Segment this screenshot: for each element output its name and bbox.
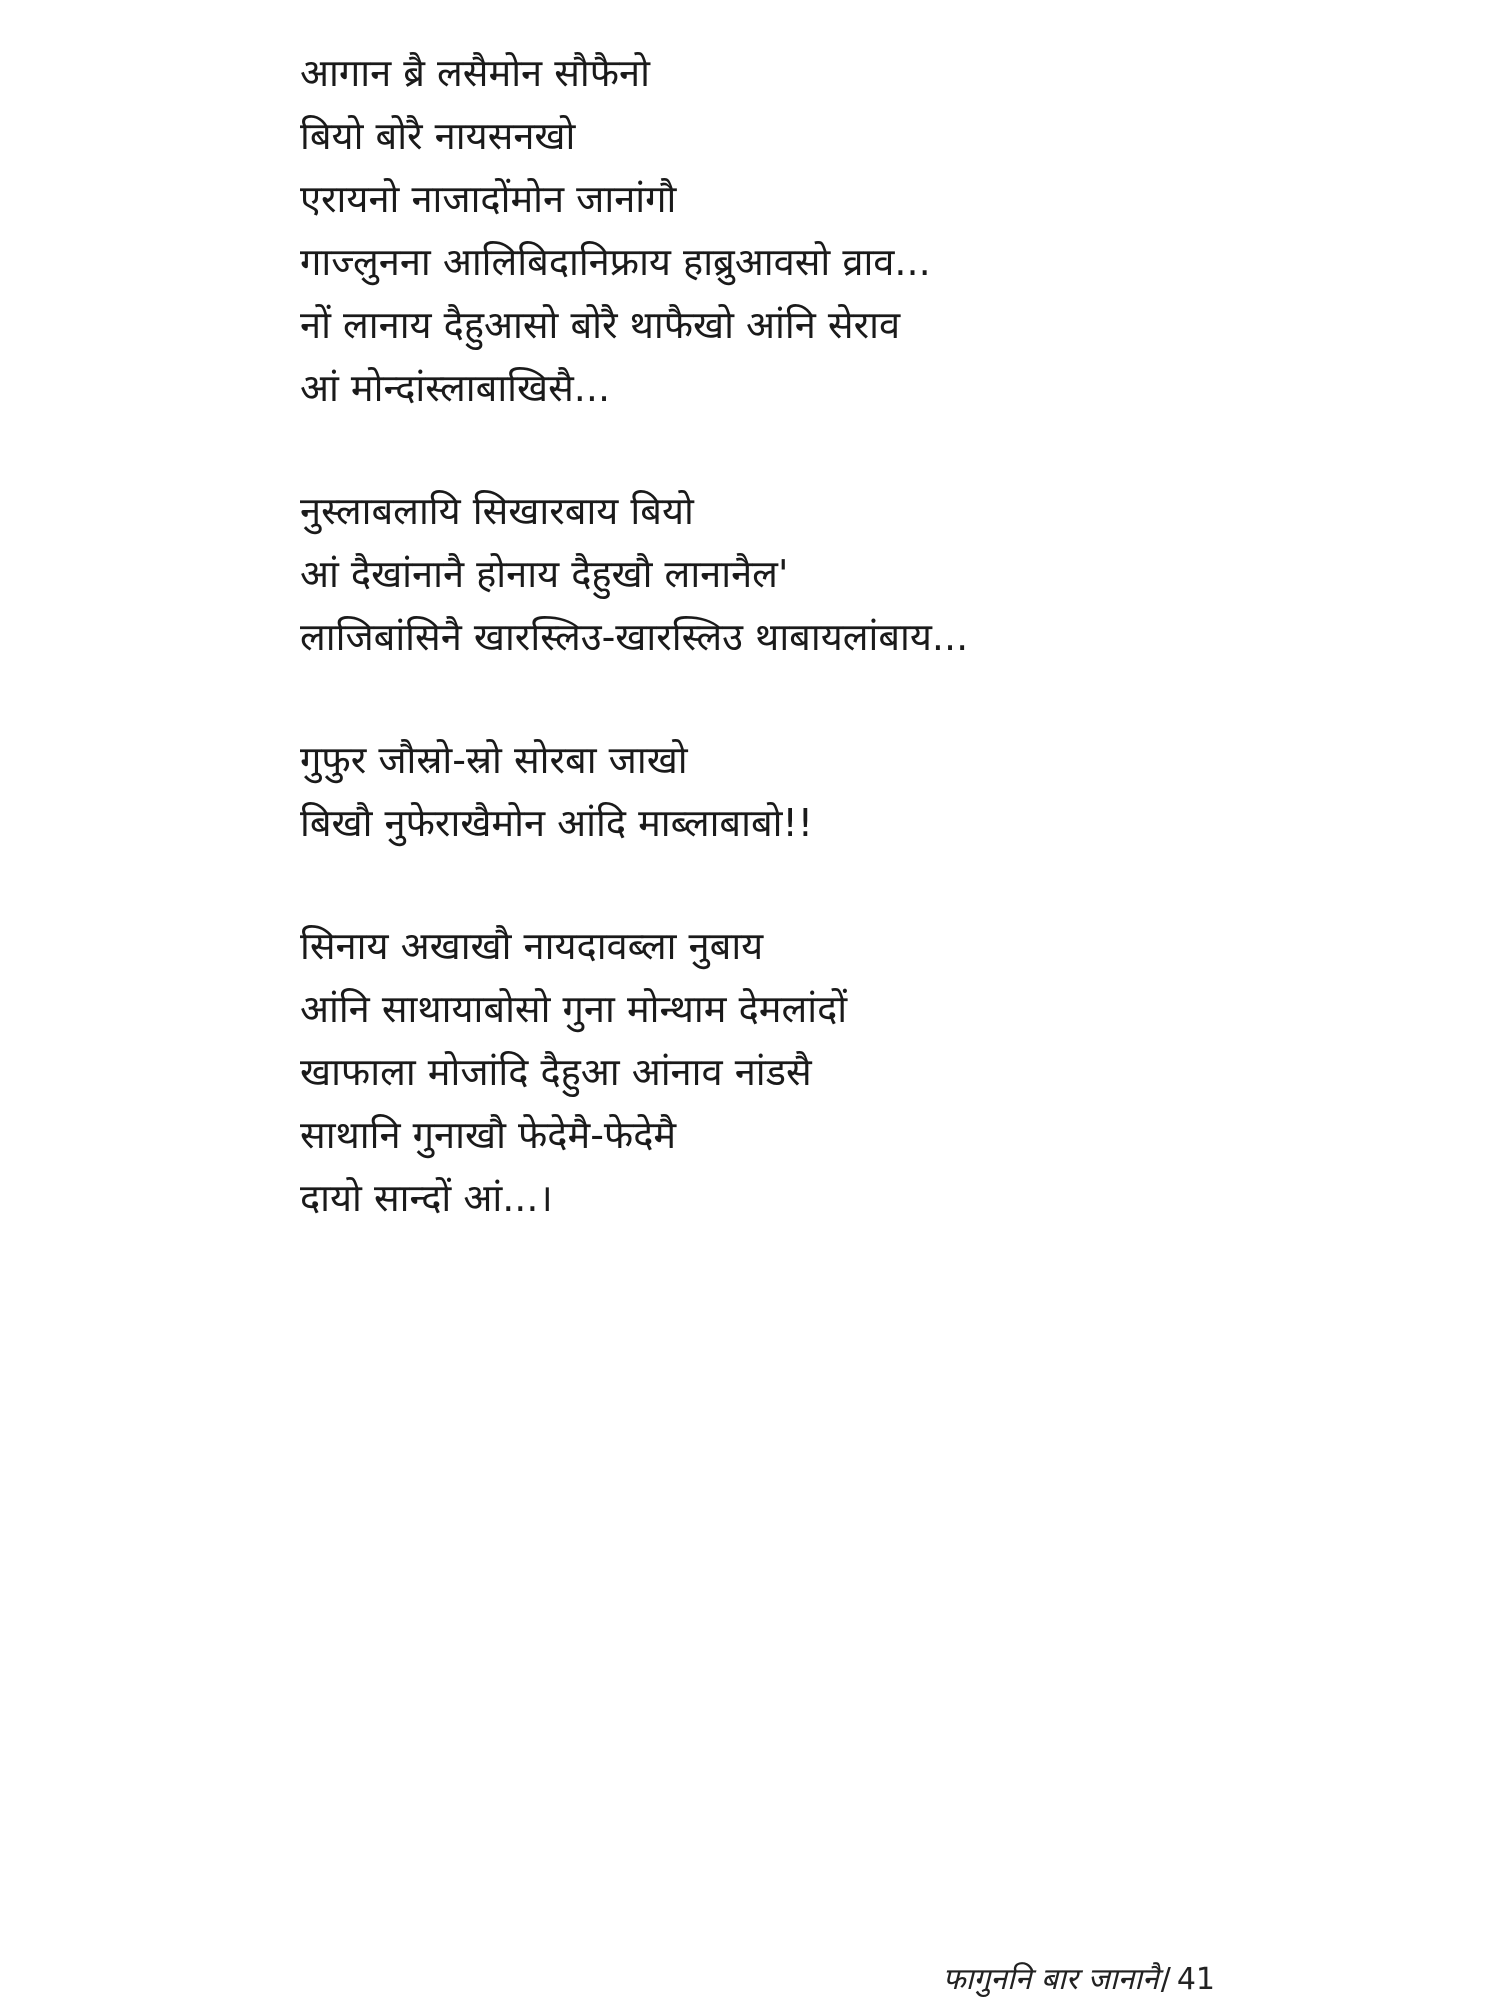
poem-line: खाफाला मोजांदि दैहुआ आंनाव नांडसै (300, 1050, 812, 1094)
stanza-2 (300, 480, 1300, 669)
poem-line: एरायनो नाजादोंमोन जानांगौ (300, 177, 677, 221)
poem-line: आं मोन्दांस्लाबाखिसै... (300, 366, 611, 410)
poem-line: गुफुर जौस्रो-स्रो सोरबा जाखो (300, 738, 688, 782)
running-book-title: फागुननि बार जानानै (942, 1962, 1159, 1997)
stanza-4 (300, 915, 1300, 1230)
poem-line: नों लानाय दैहुआसो बोरै थाफैखो आंनि सेराव (300, 303, 901, 347)
page-number: 41 (1176, 1962, 1215, 1997)
footer-separator: / (1160, 1962, 1171, 1997)
poem-line: लाजिबांसिनै खारस्लिउ-खारस्लिउ थाबायलांबाय... (300, 615, 969, 659)
poem-line: बिखौ नुफेराखैमोन आंदि माब्लाबाबो!! (300, 801, 813, 845)
poem-line: आगान ब्रै लसैमोन सौफैनो (300, 51, 650, 95)
stanza-1 (300, 42, 1300, 420)
poem-line: दायो सान्दों आं...। (300, 1176, 553, 1220)
poem-line: गाज्लुनना आलिबिदानिफ्राय हाब्रुआवसो व्राव... (300, 240, 931, 284)
stanza-3 (300, 729, 1300, 855)
poem-body (300, 42, 1300, 1290)
poem-line: साथानि गुनाखौ फेदेमै-फेदेमै (300, 1113, 677, 1157)
poem-line: आंनि साथायाबोसो गुना मोन्थाम देमलांदों (300, 987, 848, 1031)
poem-line: बियो बोरै नायसनखो (300, 114, 576, 158)
poem-line: नुस्लाबलायि सिखारबाय बियो (300, 489, 694, 533)
page-footer (943, 1962, 1216, 1998)
poem-line: आं दैखांनानै होनाय दैहुखौ लानानैल' (300, 552, 789, 596)
poem-line: सिनाय अखाखौ नायदावब्ला नुबाय (300, 924, 764, 968)
